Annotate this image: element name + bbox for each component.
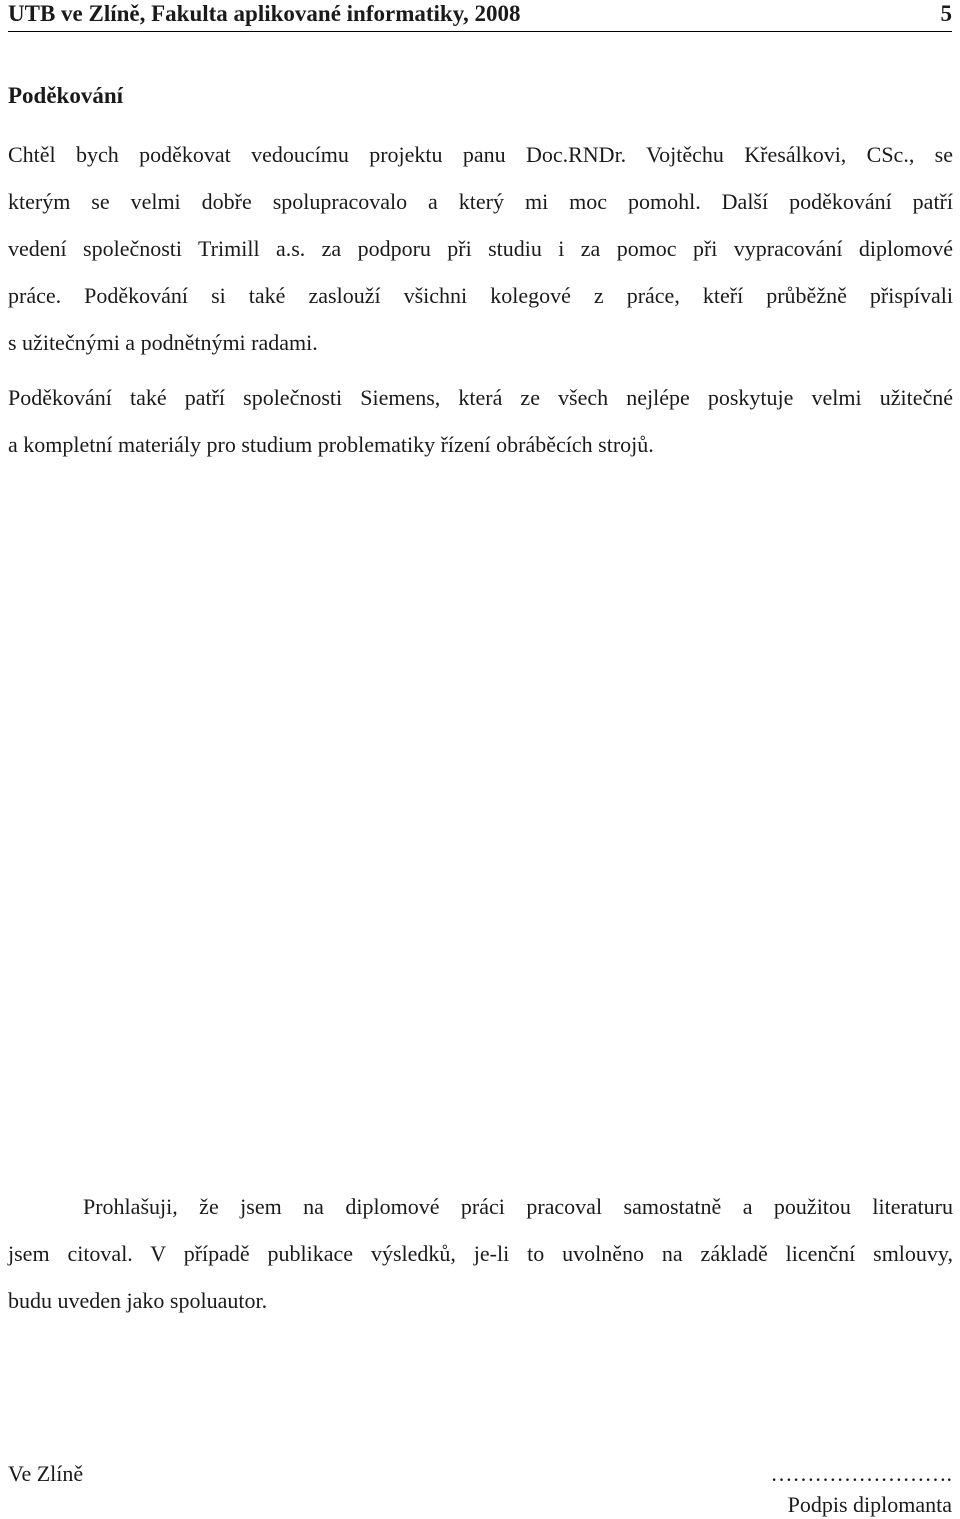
text-line: s užitečnými a podnětnými radami.	[8, 330, 318, 355]
text-line: jsem citoval. V případě publikace výsledků, je-li to uvolněno na základě licenční smlouvy,	[8, 1241, 953, 1266]
text-line: Poděkování také patří společnosti Siemens, která ze všech nejlépe poskytuje velmi užitečné	[8, 385, 953, 410]
page-header	[8, 0, 952, 32]
text-line: kterým se velmi dobře spolupracovalo a který mi moc pomohl. Další poděkování patří	[8, 189, 953, 214]
text-line: Prohlašuji, že jsem na diplomové práci pracoval samostatně a použitou literaturu	[83, 1194, 953, 1219]
text-line: vedení společnosti Trimill a.s. za podporu při studiu i za pomoc při vypracování diplomové	[8, 236, 953, 261]
page-number: 5	[940, 1, 952, 26]
signature-block	[771, 1460, 953, 1519]
text-line: Chtěl bych poděkovat vedoucímu projektu panu Doc.RNDr. Vojtěchu Křesálkovi, CSc., se	[8, 142, 953, 167]
signature-label: Podpis diplomanta	[787, 1492, 952, 1517]
acknowledgement-paragraph-2	[8, 374, 953, 468]
text-line: práce. Poděkování si také zaslouží všichni kolegové z práce, kteří průběžně přispívali	[8, 283, 953, 308]
declaration-paragraph	[8, 1183, 953, 1324]
acknowledgement-heading: Poděkování	[8, 83, 124, 108]
document-title: UTB ve Zlíně, Fakulta aplikované informatiky, 2008	[8, 1, 521, 26]
signing-place: Ve Zlíně	[8, 1461, 84, 1486]
text-line: budu uveden jako spoluautor.	[8, 1288, 268, 1313]
text-line: a kompletní materiály pro studium problematiky řízení obráběcích strojů.	[8, 432, 654, 457]
signature-line: …………………….	[770, 1461, 952, 1486]
acknowledgement-paragraph-1	[8, 131, 953, 366]
